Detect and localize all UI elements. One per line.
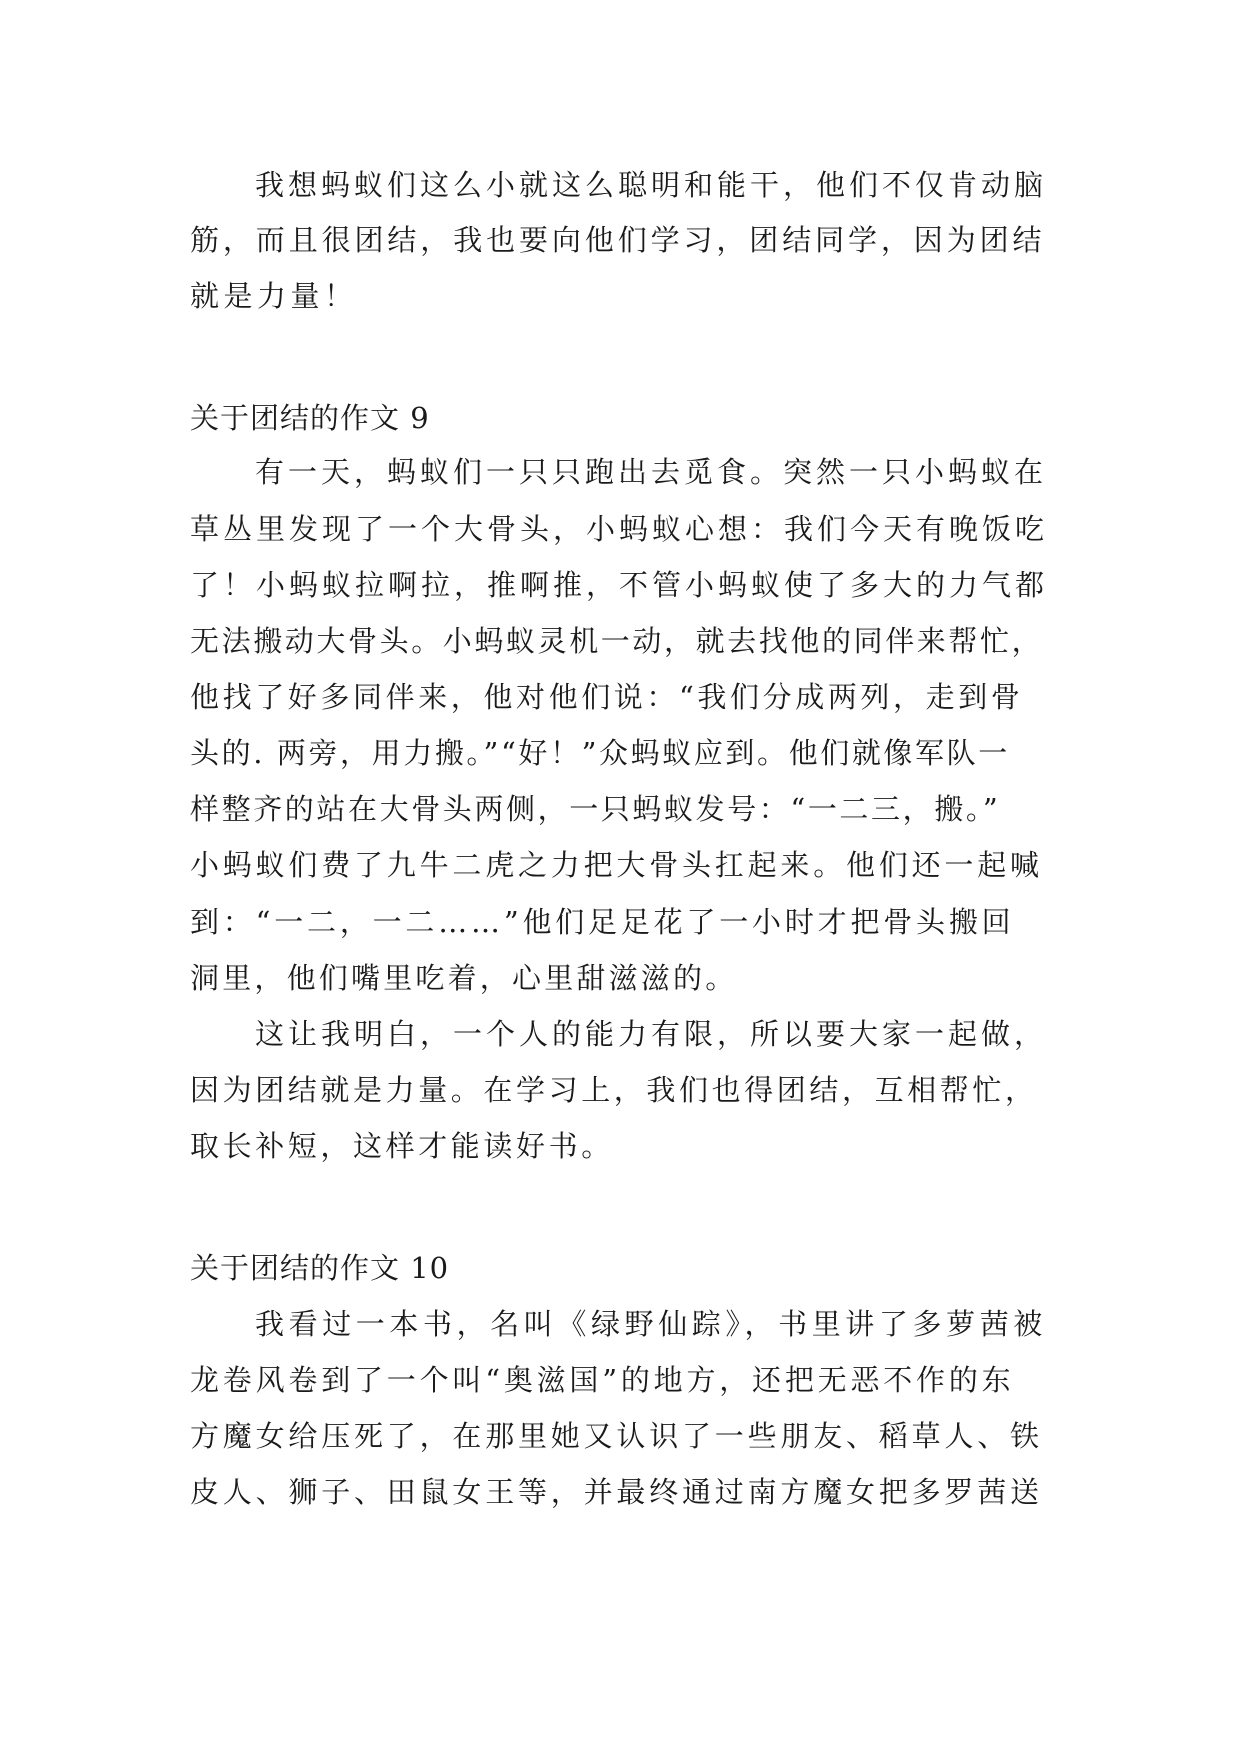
paragraph-line bbox=[0, 1014, 1241, 1054]
paragraph-line bbox=[0, 733, 1241, 773]
paragraph-line bbox=[0, 1070, 1241, 1110]
paragraph-line bbox=[0, 958, 1241, 998]
paragraph-line bbox=[0, 565, 1241, 605]
paragraph-line bbox=[0, 276, 1241, 316]
paragraph-line bbox=[0, 509, 1241, 549]
line-text: 到：“一二，一二……”他们足足花了一小时才把骨头搬回 bbox=[190, 905, 1015, 939]
paragraph-line bbox=[0, 1472, 1241, 1512]
paragraph-line bbox=[0, 1360, 1241, 1400]
line-text: 头的. 两旁，用力搬。”“好！”众蚂蚁应到。他们就像军队一 bbox=[190, 736, 1010, 770]
paragraph-line bbox=[0, 452, 1241, 492]
section-heading: 关于团结的作文 10 bbox=[190, 1251, 450, 1285]
paragraph-line bbox=[0, 1126, 1241, 1166]
line-text: 筋，而且很团结，我也要向他们学习，团结同学，因为团结 bbox=[190, 223, 1046, 257]
paragraph-line bbox=[0, 789, 1241, 829]
line-text: 样整齐的站在大骨头两侧，一只蚂蚁发号：“一二三，搬。” bbox=[190, 792, 1001, 826]
line-text: 小蚂蚁们费了九牛二虎之力把大骨头扛起来。他们还一起喊 bbox=[190, 848, 1043, 882]
line-text: 因为团结就是力量。在学习上，我们也得团结，互相帮忙， bbox=[190, 1073, 1038, 1107]
line-text: 草丛里发现了一个大骨头，小蚂蚁心想：我们今天有晚饭吃 bbox=[190, 512, 1049, 546]
paragraph-line bbox=[0, 621, 1241, 661]
paragraph-line bbox=[0, 677, 1241, 717]
line-text: 有一天，蚂蚁们一只只跑出去觅食。突然一只小蚂蚁在 bbox=[255, 455, 1048, 489]
line-text: 龙卷风卷到了一个叫“奥滋国”的地方，还把无恶不作的东 bbox=[190, 1363, 1015, 1397]
line-text: 就是力量！ bbox=[190, 279, 358, 313]
line-text: 我看过一本书，名叫《绿野仙踪》，书里讲了多萝茜被 bbox=[255, 1307, 1047, 1341]
paragraph-line bbox=[0, 902, 1241, 942]
line-text: 方魔女给压死了，在那里她又认识了一些朋友、稻草人、铁 bbox=[190, 1419, 1043, 1453]
section-heading: 关于团结的作文 9 bbox=[190, 401, 430, 435]
paragraph-line bbox=[0, 165, 1241, 205]
line-text: 他找了好多同伴来，他对他们说：“我们分成两列，走到骨 bbox=[190, 680, 1024, 714]
paragraph-line bbox=[0, 1304, 1241, 1344]
line-text: 我想蚂蚁们这么小就这么聪明和能干，他们不仅肯动脑 bbox=[255, 168, 1048, 202]
line-text: 皮人、狮子、田鼠女王等，并最终通过南方魔女把多罗茜送 bbox=[190, 1475, 1043, 1509]
line-text: 了！小蚂蚁拉啊拉，推啊推，不管小蚂蚁使了多大的力气都 bbox=[190, 568, 1049, 602]
paragraph-line bbox=[0, 1416, 1241, 1456]
paragraph-line bbox=[0, 220, 1241, 260]
paragraph-line bbox=[0, 845, 1241, 885]
line-text: 无法搬动大骨头。小蚂蚁灵机一动，就去找他的同伴来帮忙， bbox=[190, 624, 1044, 658]
line-text: 洞里，他们嘴里吃着，心里甜滋滋的。 bbox=[190, 961, 738, 995]
line-text: 取长补短，这样才能读好书。 bbox=[190, 1129, 614, 1163]
line-text: 这让我明白，一个人的能力有限，所以要大家一起做， bbox=[255, 1017, 1048, 1051]
